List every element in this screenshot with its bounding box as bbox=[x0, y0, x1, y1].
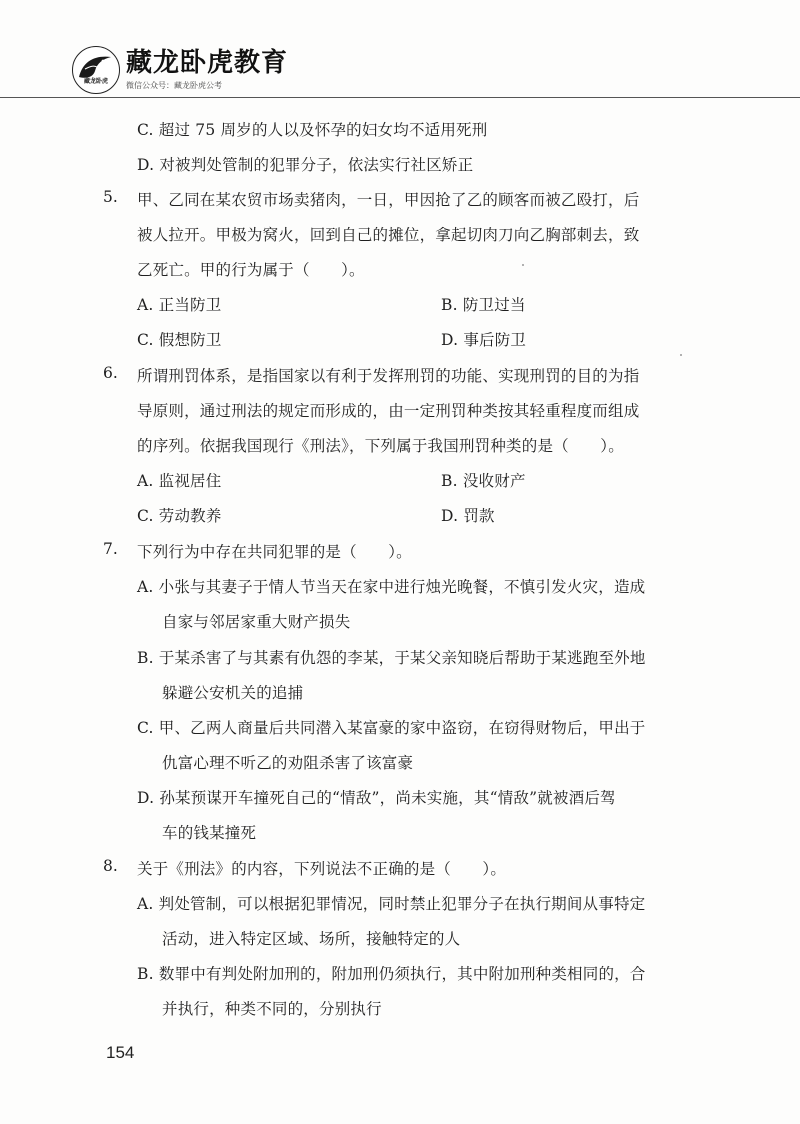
q8-option-b-cont: 并执行，种类不同的，分别执行 bbox=[162, 1000, 382, 1018]
question-5-text-line: 被人拉开。甲极为窝火，回到自己的摊位，拿起切肉刀向乙胸部刺去，致 bbox=[137, 226, 640, 244]
q5-option-a: A. 正当防卫 bbox=[137, 296, 222, 314]
brand-name: 藏龙卧虎教育 bbox=[126, 48, 289, 78]
question-6-text-line: 导原则，通过刑法的规定而形成的，由一定刑罚种类按其轻重程度而组成 bbox=[137, 402, 640, 420]
brand-logo bbox=[72, 46, 120, 94]
q7-option-d-cont: 车的钱某撞死 bbox=[162, 824, 257, 842]
q5-option-d: D. 事后防卫 bbox=[441, 331, 527, 349]
question-6-number: 6. bbox=[103, 364, 118, 382]
scan-speck bbox=[680, 354, 682, 356]
page-header bbox=[0, 0, 800, 98]
question-8-text: 关于《刑法》的内容，下列说法不正确的是（ ）。 bbox=[137, 860, 507, 878]
question-7-number: 7. bbox=[103, 540, 118, 558]
tiger-dragon-logo-icon bbox=[73, 47, 119, 93]
header-divider bbox=[0, 97, 800, 98]
q7-option-b-cont: 躲避公安机关的追捕 bbox=[162, 684, 304, 702]
q7-option-c-cont: 仇富心理不听乙的劝阻杀害了该富豪 bbox=[162, 754, 414, 772]
brand-subtitle: 微信公众号：藏龙卧虎公考 bbox=[126, 81, 222, 90]
q8-option-a-cont: 活动，进入特定区域、场所，接触特定的人 bbox=[162, 930, 461, 948]
q6-option-a: A. 监视居住 bbox=[137, 472, 222, 490]
q4-option-d: D. 对被判处管制的犯罪分子，依法实行社区矫正 bbox=[137, 156, 474, 174]
q5-option-c: C. 假想防卫 bbox=[137, 331, 222, 349]
q5-option-b: B. 防卫过当 bbox=[441, 296, 526, 314]
logo-caption: 藏龙卧虎 bbox=[83, 78, 108, 85]
question-6-text-line: 所谓刑罚体系，是指国家以有利于发挥刑罚的功能、实现刑罚的目的为指 bbox=[137, 367, 640, 385]
scan-speck bbox=[522, 264, 524, 266]
question-7-text: 下列行为中存在共同犯罪的是（ ）。 bbox=[137, 543, 412, 561]
page-number: 154 bbox=[106, 1043, 135, 1062]
q8-option-b: B. 数罪中有判处附加刑的，附加刑仍须执行，其中附加刑种类相同的，合 bbox=[137, 965, 646, 983]
q8-option-a: A. 判处管制，可以根据犯罪情况，同时禁止犯罪分子在执行期间从事特定 bbox=[137, 895, 646, 913]
q7-option-d: D. 孙某预谋开车撞死自己的“情敌”，尚未实施，其“情敌”就被酒后驾 bbox=[137, 789, 616, 807]
q7-option-c: C. 甲、乙两人商量后共同潜入某富豪的家中盗窃，在窃得财物后，甲出于 bbox=[137, 719, 646, 737]
q4-option-c: C. 超过 75 周岁的人以及怀孕的妇女均不适用死刑 bbox=[137, 121, 488, 139]
q7-option-a-cont: 自家与邻居家重大财产损失 bbox=[162, 613, 351, 631]
question-5-text-line: 甲、乙同在某农贸市场卖猪肉，一日，甲因抢了乙的顾客而被乙殴打，后 bbox=[137, 191, 640, 209]
q6-option-b: B. 没收财产 bbox=[441, 472, 526, 490]
q7-option-a: A. 小张与其妻子于情人节当天在家中进行烛光晚餐，不慎引发火灾，造成 bbox=[137, 578, 646, 596]
q7-option-b: B. 于某杀害了与其素有仇怨的李某，于某父亲知晓后帮助于某逃跑至外地 bbox=[137, 649, 646, 667]
question-6-text-line: 的序列。依据我国现行《刑法》，下列属于我国刑罚种类的是（ ）。 bbox=[137, 437, 624, 455]
q6-option-c: C. 劳动教养 bbox=[137, 507, 222, 525]
question-8-number: 8. bbox=[103, 857, 118, 875]
question-5-number: 5. bbox=[103, 188, 118, 206]
q6-option-d: D. 罚款 bbox=[441, 507, 495, 525]
question-5-text-line: 乙死亡。甲的行为属于（ ）。 bbox=[137, 261, 365, 279]
